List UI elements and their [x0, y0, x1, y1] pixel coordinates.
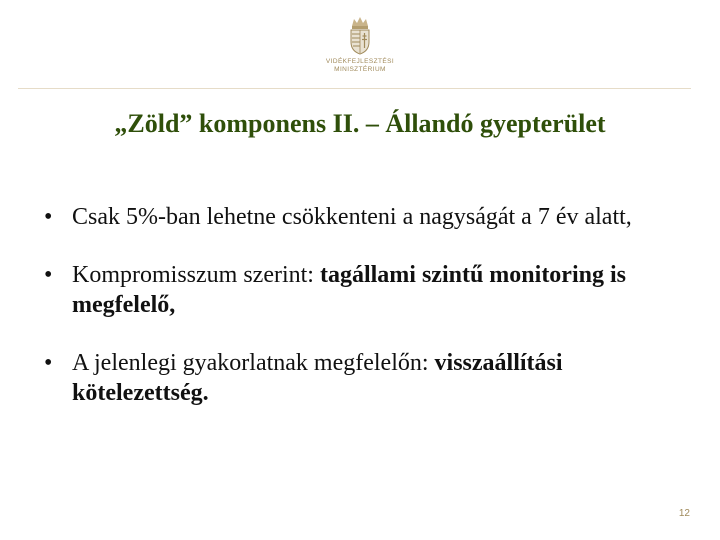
- bullet-item: [40, 202, 680, 232]
- bullet-marker: •: [44, 204, 53, 230]
- bullet-text: A jelenlegi gyakorlatnak megfelelőn:: [72, 350, 435, 376]
- bullet-item: [40, 260, 680, 320]
- ministry-name-line2: MINISZTÉRIUM: [334, 66, 386, 73]
- bullet-bold-text: visszaállítási kötelezettség.: [72, 350, 563, 406]
- slide-title: „Zöld” komponens II. – Állandó gyepterület: [114, 109, 606, 138]
- bullet-text: Csak 5%-ban lehetne csökkenteni a nagyságát a 7 év alatt,: [72, 204, 632, 230]
- hungarian-coat-of-arms-icon: [347, 14, 373, 56]
- bullet-text: Kompromisszum szerint:: [72, 262, 320, 288]
- bullet-list: [40, 202, 680, 436]
- header-divider: [18, 88, 691, 89]
- page-number: 12: [678, 508, 690, 519]
- ministry-name: [310, 58, 410, 74]
- bullet-bold-text: tagállami szintű monitoring is megfelelő,: [72, 262, 626, 318]
- ministry-logo: [310, 14, 410, 84]
- bullet-item: [40, 348, 680, 408]
- ministry-name-line1: VIDÉKFEJLESZTÉSI: [325, 58, 395, 65]
- bullet-marker: •: [44, 262, 53, 288]
- bullet-marker: •: [44, 350, 53, 376]
